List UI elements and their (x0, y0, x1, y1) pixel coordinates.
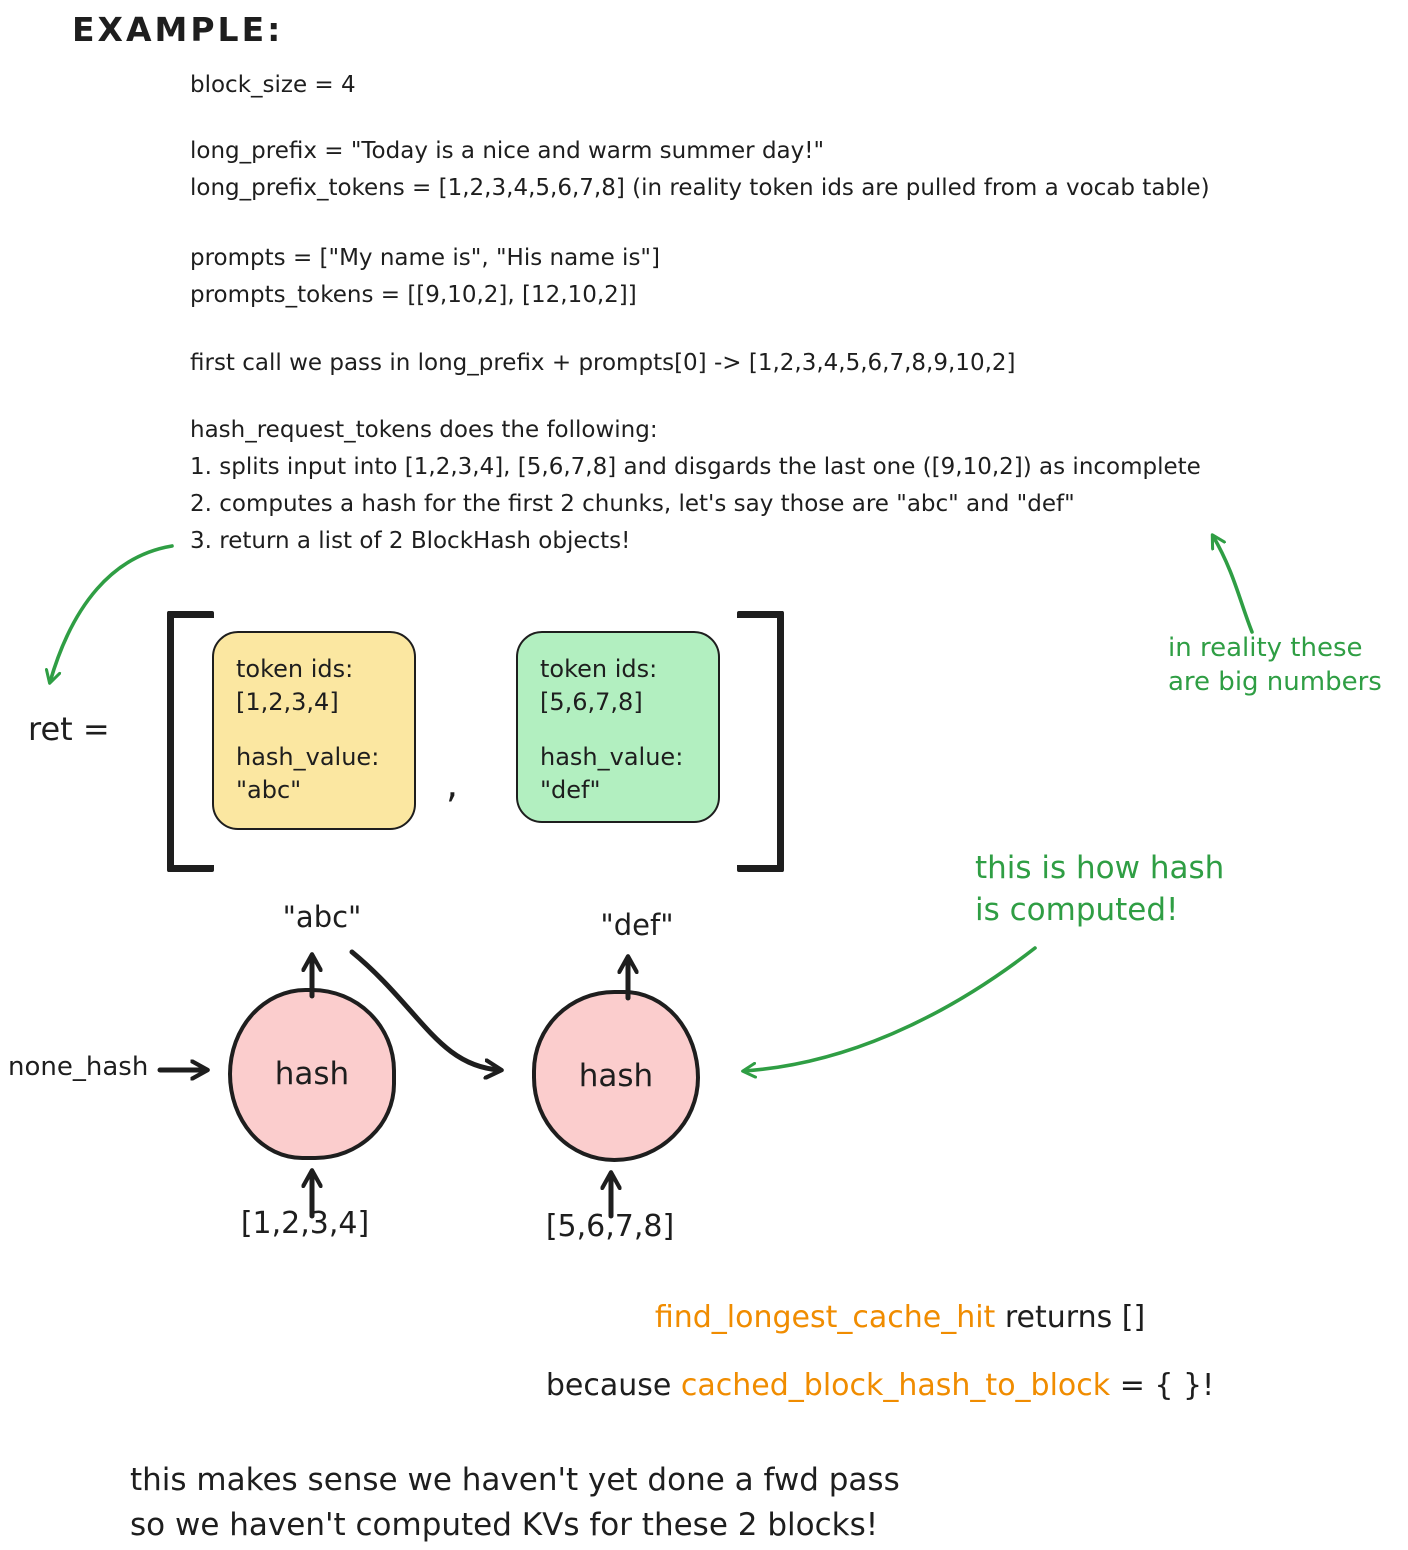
spacer (540, 719, 718, 741)
annotation-hash-computed-line1: this is how hash (975, 850, 1225, 886)
hash-node-2 (532, 990, 700, 1162)
none-hash-label: none_hash (8, 1052, 149, 1082)
ret-label: ret = (28, 710, 110, 748)
hash-request-step-1: 1. splits input into [1,2,3,4], [5,6,7,8] and disgards the last one ([9,10,2]) as incomplete (190, 454, 1201, 480)
blockhash-1-token-ids-label: token ids: (236, 655, 354, 683)
arrow-step3-to-ret (50, 546, 172, 682)
footnote (130, 1458, 900, 1548)
hash-node-1 (228, 988, 396, 1160)
arrow-bignumbers-to-def (1213, 536, 1252, 632)
footnote-line2: so we haven't computed KVs for these 2 blocks! (130, 1506, 879, 1543)
blockhash-2-hash-value: "def" (540, 776, 601, 805)
arrow-computed-to-hash (744, 948, 1035, 1071)
code-line-first-call: first call we pass in long_prefix + prompts[0] -> [1,2,3,4,5,6,7,8,9,10,2] (190, 350, 1016, 376)
hash-output-abc: "abc" (282, 900, 362, 934)
hash-output-def: "def" (600, 908, 674, 942)
annotation-big-numbers-line2: are big numbers (1168, 666, 1382, 697)
spacer (236, 719, 414, 741)
cached-block-hash-to-block-text: cached_block_hash_to_block (680, 1368, 1111, 1403)
hash-input-1: [1,2,3,4] (240, 1206, 370, 1241)
hash-request-intro: hash_request_tokens does the following: (190, 417, 658, 443)
code-line-prompts: prompts = ["My name is", "His name is"] (190, 245, 660, 271)
code-line-long-prefix: long_prefix = "Today is a nice and warm summer day!" (190, 138, 825, 164)
find-longest-cache-hit-text: find_longest_cache_hit (654, 1300, 996, 1335)
result-line-2-suffix: = { }! (1110, 1368, 1215, 1403)
footnote-line1: this makes sense we haven't yet done a fwd pass (130, 1462, 900, 1498)
blockhash-2-token-ids-label: token ids: (540, 655, 658, 683)
annotation-big-numbers-line1: in reality these (1168, 633, 1363, 663)
blockhash-1-token-ids: [1,2,3,4] (236, 688, 339, 717)
blockhash-1-hash-label: hash_value: (236, 743, 380, 772)
code-line-block-size: block_size = 4 (190, 72, 356, 98)
result-line-2 (430, 1368, 1330, 1403)
list-comma: , (446, 762, 459, 806)
hash-node-1-label: hash (274, 1056, 350, 1092)
annotation-hash-computed (975, 848, 1224, 932)
hash-input-2: [5,6,7,8] (545, 1209, 675, 1244)
list-bracket-left (167, 611, 214, 872)
result-line-2-prefix: because (545, 1368, 681, 1403)
annotation-hash-computed-line2: is computed! (975, 891, 1179, 928)
hash-node-2-label: hash (578, 1058, 654, 1094)
blockhash-card-1 (212, 631, 416, 830)
hash-request-step-3: 3. return a list of 2 BlockHash objects! (190, 528, 631, 554)
code-line-prompts-tokens: prompts_tokens = [[9,10,2], [12,10,2]] (190, 282, 637, 308)
blockhash-card-2 (516, 631, 720, 823)
blockhash-1-hash-value: "abc" (236, 776, 302, 805)
blockhash-2-token-ids: [5,6,7,8] (540, 688, 643, 717)
result-line-1-rest: returns [] (995, 1300, 1146, 1335)
page-title: EXAMPLE: (72, 10, 284, 49)
blockhash-2-hash-label: hash_value: (540, 743, 684, 772)
annotation-big-numbers (1168, 632, 1382, 700)
list-bracket-right (737, 611, 784, 872)
result-line-1 (450, 1300, 1350, 1335)
hash-request-step-2: 2. computes a hash for the first 2 chunks, let's say those are "abc" and "def" (190, 491, 1075, 517)
code-line-long-prefix-tokens: long_prefix_tokens = [1,2,3,4,5,6,7,8] (in reality token ids are pulled from a vocab table) (190, 175, 1210, 201)
